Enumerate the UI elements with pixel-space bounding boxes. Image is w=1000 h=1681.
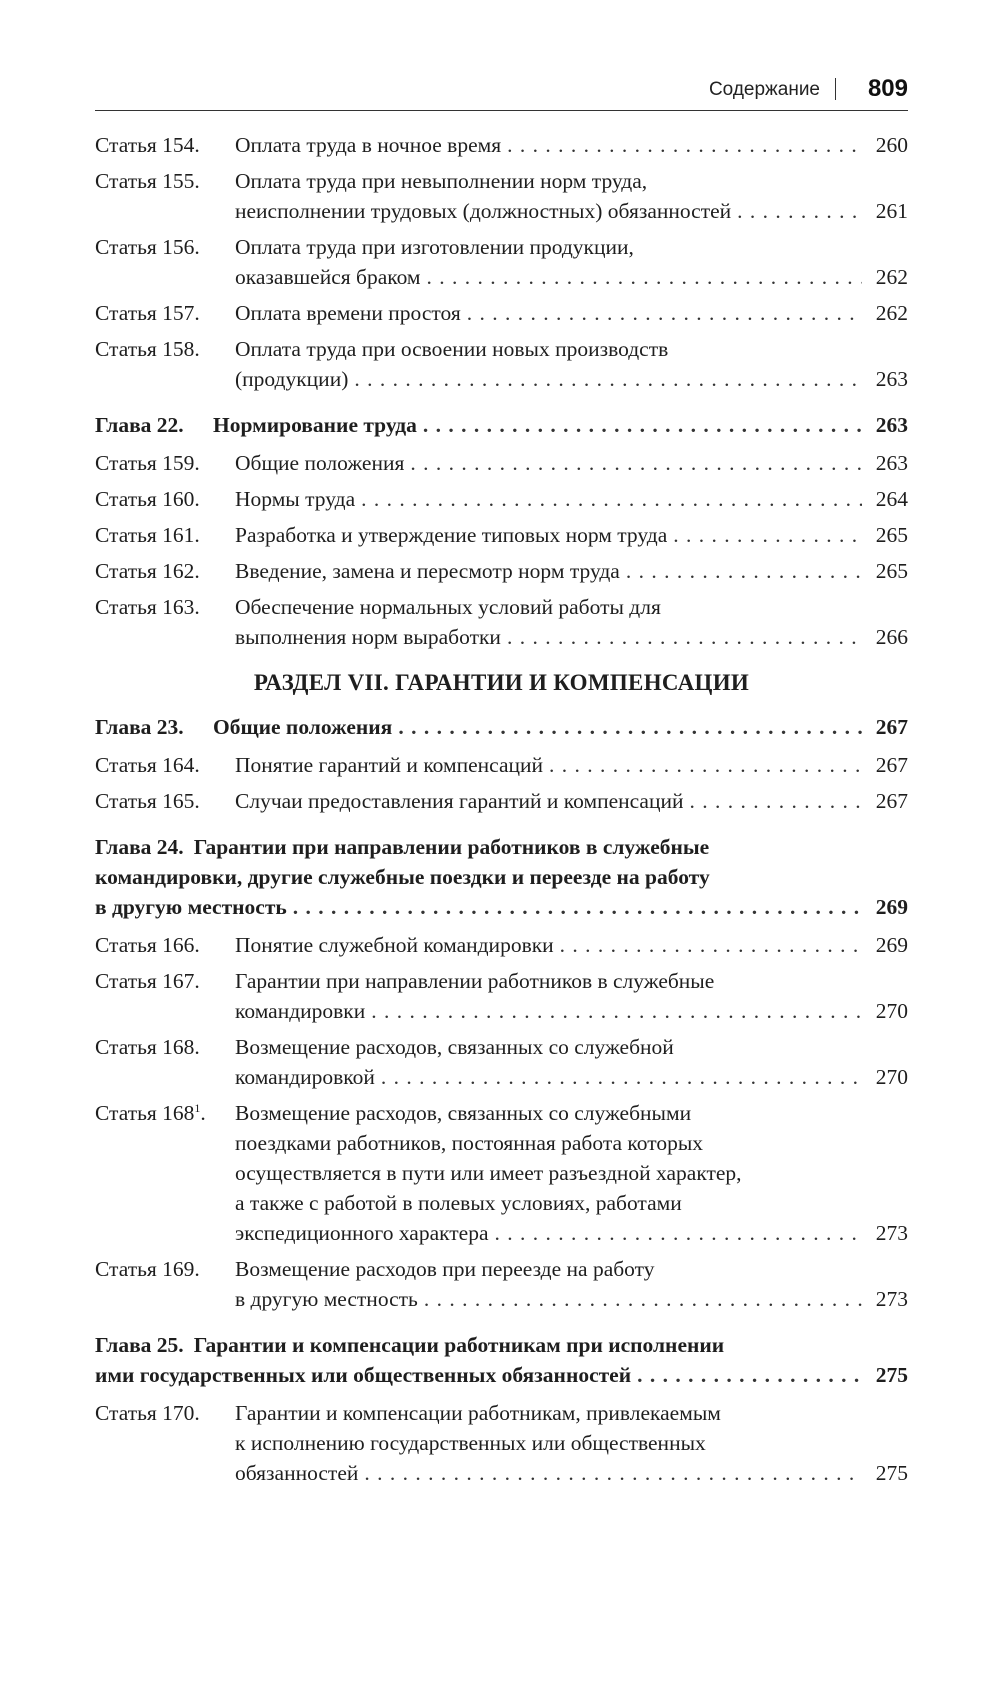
entry-title-line: Оплата труда при изготовлении продукции, [235, 235, 634, 259]
entry-label-text: Статья 163. [95, 595, 200, 619]
entry-title-line: Общие положения [235, 451, 405, 475]
entry-label-text: Статья 155. [95, 169, 200, 193]
entry-title-line: Возмещение расходов, связанных со служебными [235, 1101, 692, 1125]
running-head-title: Содержание [708, 79, 820, 100]
section-heading: РАЗДЕЛ VII. ГАРАНТИИ И КОМПЕНСАЦИИ [253, 670, 750, 695]
dot-leader [673, 520, 862, 550]
toc-chapter-entry [95, 712, 908, 742]
entry-title-line: Обеспечение нормальных условий работы для [235, 595, 661, 619]
entry-label [95, 712, 213, 742]
entry-title-line: Оплата труда при освоении новых производств [235, 337, 669, 361]
entry-label [95, 750, 235, 780]
entry-label [95, 1254, 235, 1284]
entry-line [235, 1098, 908, 1128]
entry-body [235, 298, 908, 328]
entry-line [213, 410, 908, 440]
entry-title-line: Понятие гарантий и компенсаций [235, 753, 544, 777]
toc-article-entry [95, 130, 908, 160]
entry-label-text: Статья 168. [95, 1035, 200, 1059]
entry-line [213, 712, 908, 742]
table-of-contents [95, 130, 908, 1494]
entry-label-text: Статья 162. [95, 559, 200, 583]
dot-leader [398, 712, 862, 742]
entry-title-line: Введение, замена и пересмотр норм труда [235, 559, 620, 583]
entry-line [235, 592, 908, 622]
entry-line [235, 448, 908, 478]
dot-leader [381, 1062, 862, 1092]
entry-label [95, 334, 235, 364]
dot-leader [427, 262, 862, 292]
toc-chapter-entry [95, 410, 908, 440]
entry-line [235, 166, 908, 196]
entry-body [235, 232, 908, 292]
entry-label [95, 232, 235, 262]
toc-article-entry [95, 334, 908, 394]
entry-label-text: Статья 168 [95, 1101, 195, 1125]
entry-line [235, 520, 908, 550]
entry-title-line: Гарантии при направлении работников в служебные [235, 969, 715, 993]
entry-line [235, 1284, 908, 1314]
entry-page-number: 264 [875, 487, 908, 511]
entry-line [235, 196, 908, 226]
entry-body [235, 556, 908, 586]
entry-body [235, 1398, 908, 1488]
entry-line [235, 556, 908, 586]
entry-label [95, 592, 235, 622]
entry-title-line: к исполнению государственных или общественных [235, 1431, 706, 1455]
entry-label-text: Статья 160. [95, 487, 200, 511]
entry-title-line: Нормирование труда [213, 413, 417, 437]
entry-body [95, 1330, 908, 1390]
toc-article-entry [95, 1398, 908, 1488]
entry-label-text: Статья 169. [95, 1257, 200, 1281]
superscript: 1 [194, 1100, 201, 1115]
entry-page-number: 263 [875, 367, 908, 391]
entry-title-line: оказавшейся браком [235, 265, 421, 289]
toc-article-entry [95, 166, 908, 226]
entry-title-line: Оплата труда при невыполнении норм труда, [235, 169, 648, 193]
entry-page-number: 270 [875, 1065, 908, 1089]
entry-label [95, 556, 235, 586]
entry-line [235, 484, 908, 514]
entry-title-line: Нормы труда [235, 487, 356, 511]
entry-body [235, 520, 908, 550]
entry-line [235, 232, 908, 262]
entry-label-text: Статья 161. [95, 523, 200, 547]
entry-line [235, 786, 908, 816]
dot-leader [637, 1360, 862, 1390]
entry-body [235, 1254, 908, 1314]
entry-page-number: 267 [875, 715, 908, 739]
entry-line [235, 750, 908, 780]
dot-leader [354, 364, 862, 394]
toc-article-entry [95, 298, 908, 328]
toc-chapter-entry [95, 1330, 908, 1390]
toc-article-entry [95, 484, 908, 514]
entry-line [235, 1128, 908, 1158]
entry-page-number: 275 [875, 1363, 908, 1387]
entry-label [95, 1398, 235, 1428]
entry-page-number: 265 [875, 523, 908, 547]
entry-label [95, 410, 213, 440]
entry-page-number: 270 [875, 999, 908, 1023]
entry-page-number: 260 [875, 133, 908, 157]
entry-label-text: Статья 166. [95, 933, 200, 957]
entry-page-number: 273 [875, 1287, 908, 1311]
entry-label [95, 520, 235, 550]
entry-title-line: Гарантии и компенсации работникам, привлекаемым [235, 1401, 721, 1425]
entry-line [235, 298, 908, 328]
entry-body [235, 750, 908, 780]
toc-article-entry [95, 966, 908, 1026]
entry-label-text: Статья 164. [95, 753, 200, 777]
entry-line [235, 1398, 908, 1428]
entry-body [235, 592, 908, 652]
toc-article-entry [95, 1254, 908, 1314]
entry-body [235, 1098, 908, 1248]
toc-article-entry [95, 520, 908, 550]
entry-body [235, 448, 908, 478]
entry-body [213, 712, 908, 742]
dot-leader [424, 1284, 862, 1314]
entry-page-number: 269 [875, 933, 908, 957]
entry-page-number: 267 [875, 789, 908, 813]
entry-title-line: Возмещение расходов при переезде на работу [235, 1257, 655, 1281]
entry-title-line: в другую местность [235, 1287, 418, 1311]
entry-line [235, 622, 908, 652]
entry-line [235, 1218, 908, 1248]
entry-line [235, 334, 908, 364]
dot-leader [361, 484, 862, 514]
entry-label [95, 166, 235, 196]
dot-leader [495, 1218, 862, 1248]
entry-label-text: Статья 167. [95, 969, 200, 993]
entry-page-number: 263 [875, 451, 908, 475]
dot-leader [423, 410, 862, 440]
dot-leader [560, 930, 862, 960]
dot-leader [507, 130, 862, 160]
entry-body [235, 786, 908, 816]
entry-label [95, 484, 235, 514]
entry-label [95, 930, 235, 960]
entry-line [95, 892, 908, 922]
entry-body [95, 832, 908, 922]
dot-leader [507, 622, 862, 652]
dot-leader [364, 1458, 862, 1488]
entry-title-line: обязанностей [235, 1461, 359, 1485]
entry-title-line: Понятие служебной командировки [235, 933, 554, 957]
toc-article-entry [95, 448, 908, 478]
entry-body [235, 166, 908, 226]
entry-title-line: Разработка и утверждение типовых норм труда [235, 523, 668, 547]
entry-body [235, 484, 908, 514]
entry-title-line: в другую местность [95, 895, 287, 919]
entry-title-line: неисполнении трудовых (должностных) обязанностей [235, 199, 732, 223]
entry-label [95, 786, 235, 816]
entry-body [235, 966, 908, 1026]
entry-line [95, 1330, 908, 1360]
entry-title-line: командировкой [235, 1065, 375, 1089]
page-number: 809 [867, 75, 908, 102]
entry-title-line: командировки [235, 999, 366, 1023]
toc-article-entry [95, 556, 908, 586]
entry-line [235, 1254, 908, 1284]
entry-title-line: (продукции) [235, 367, 349, 391]
entry-page-number: 262 [875, 301, 908, 325]
entry-line [235, 1158, 908, 1188]
entry-line [235, 364, 908, 394]
entry-label: Глава 25. [95, 1333, 184, 1357]
entry-page-number: 265 [875, 559, 908, 583]
entry-page-number: 263 [875, 413, 908, 437]
toc-article-entry [95, 1032, 908, 1092]
entry-line [235, 996, 908, 1026]
entry-line [95, 862, 908, 892]
entry-body [213, 410, 908, 440]
toc-article-entry [95, 786, 908, 816]
entry-line [235, 130, 908, 160]
toc-article-entry [95, 750, 908, 780]
entry-label-text: Статья 170. [95, 1401, 200, 1425]
entry-page-number: 267 [875, 753, 908, 777]
entry-title-line: Оплата труда в ночное время [235, 133, 502, 157]
entry-label-text: Статья 165. [95, 789, 200, 813]
entry-page-number: 269 [875, 895, 908, 919]
dot-leader [626, 556, 862, 586]
entry-line [235, 1062, 908, 1092]
entry-title-line: осуществляется в пути или имеет разъездной характер, [235, 1161, 742, 1185]
dot-leader [371, 996, 862, 1026]
toc-article-entry [95, 232, 908, 292]
entry-page-number: 266 [875, 625, 908, 649]
entry-line [95, 832, 908, 862]
entry-label [95, 966, 235, 996]
entry-page-number: 273 [875, 1221, 908, 1245]
entry-label-text: Глава 22. [95, 413, 184, 437]
dot-leader [690, 786, 863, 816]
dot-leader [293, 892, 862, 922]
entry-line [95, 1360, 908, 1390]
entry-label [95, 298, 235, 328]
entry-title-line: Гарантии при направлении работников в служебные [193, 835, 710, 859]
entry-title-line: ими государственных или общественных обязанностей [95, 1363, 632, 1387]
entry-line [235, 966, 908, 996]
entry-line [235, 1428, 908, 1458]
entry-label-text: Статья 156. [95, 235, 200, 259]
entry-body [235, 930, 908, 960]
entry-label-text: Статья 158. [95, 337, 200, 361]
entry-title-line: выполнения норм выработки [235, 625, 501, 649]
entry-title-line: Возмещение расходов, связанных со служебной [235, 1035, 674, 1059]
header-separator [835, 78, 836, 100]
label-suffix: . [200, 1101, 206, 1125]
entry-page-number: 261 [875, 199, 908, 223]
entry-label [95, 1032, 235, 1062]
entry-label [95, 1098, 235, 1128]
entry-line [235, 262, 908, 292]
entry-label-text: Глава 23. [95, 715, 184, 739]
entry-title-line: командировки, другие служебные поездки и переезде на работу [95, 865, 710, 889]
entry-title-line: Гарантии и компенсации работникам при исполнении [193, 1333, 725, 1357]
entry-body [235, 130, 908, 160]
entry-line [235, 1188, 908, 1218]
entry-title-line: Оплата времени простоя [235, 301, 461, 325]
dot-leader [737, 196, 862, 226]
entry-body [235, 334, 908, 394]
entry-label-text: Статья 157. [95, 301, 200, 325]
entry-title-line: Общие положения [213, 715, 393, 739]
entry-line [235, 1458, 908, 1488]
entry-page-number: 262 [875, 265, 908, 289]
dot-leader [549, 750, 862, 780]
entry-line [235, 1032, 908, 1062]
toc-chapter-entry [95, 832, 908, 922]
entry-title-line: Случаи предоставления гарантий и компенсаций [235, 789, 684, 813]
entry-label [95, 130, 235, 160]
page-header [95, 70, 908, 111]
entry-body [235, 1032, 908, 1092]
entry-label: Глава 24. [95, 835, 184, 859]
entry-title-line: а также с работой в полевых условиях, работами [235, 1191, 682, 1215]
toc-article-entry [95, 930, 908, 960]
toc-article-entry [95, 592, 908, 652]
entry-line [235, 930, 908, 960]
entry-title-line: экспедиционного характера [235, 1221, 489, 1245]
dot-leader [410, 448, 862, 478]
entry-page-number: 275 [875, 1461, 908, 1485]
entry-label-text: Статья 154. [95, 133, 200, 157]
dot-leader [467, 298, 862, 328]
entry-title-line: поездками работников, постоянная работа которых [235, 1131, 704, 1155]
entry-label-text: Статья 159. [95, 451, 200, 475]
toc-article-entry [95, 1098, 908, 1248]
entry-label [95, 448, 235, 478]
